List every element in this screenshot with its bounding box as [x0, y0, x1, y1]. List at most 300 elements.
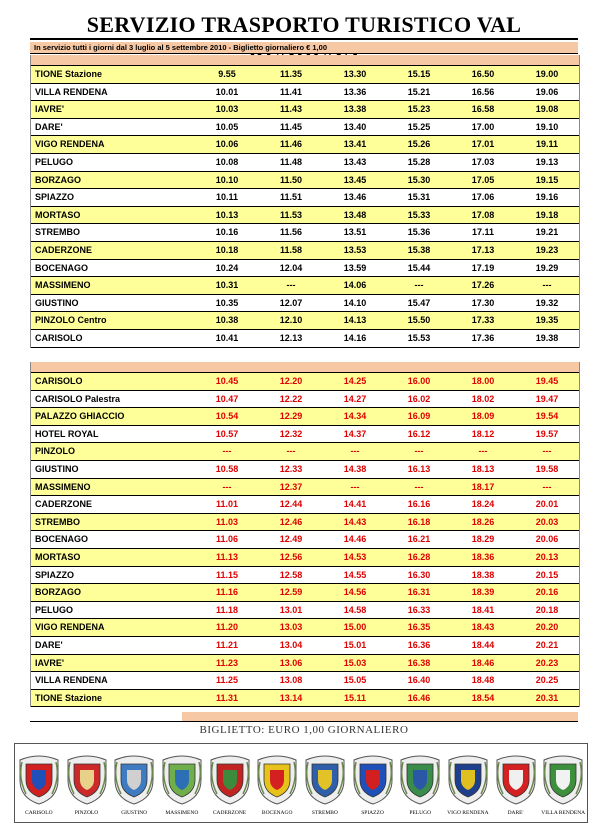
- departure-time: 11.01: [215, 499, 239, 510]
- row-marker: [183, 549, 195, 566]
- departure-time: 13.41: [343, 139, 367, 150]
- departure-time: 11.06: [215, 534, 239, 545]
- row-marker: [183, 391, 195, 408]
- departure-time: 16.18: [407, 516, 431, 527]
- departure-time: 18.02: [471, 393, 495, 404]
- table-row: [31, 224, 579, 242]
- table-row: [31, 154, 579, 172]
- crest-item: [206, 750, 254, 816]
- stop-name: TIONE Stazione: [35, 69, 103, 79]
- departure-time: 19.35: [535, 315, 559, 326]
- stop-name: CARISOLO: [35, 376, 83, 386]
- departure-time: 13.45: [343, 174, 367, 185]
- stop-name: GIUSTINO: [35, 297, 79, 308]
- departure-time: 11.13: [215, 551, 239, 562]
- divider: [30, 721, 578, 722]
- departure-time: 12.58: [279, 569, 303, 580]
- stop-name: STREMBO: [35, 516, 80, 527]
- outbound-timetable: [30, 55, 580, 348]
- row-marker: [183, 66, 195, 83]
- departure-time: 11.21: [215, 639, 239, 650]
- departure-time: 11.23: [215, 657, 239, 668]
- coat-of-arms-icon: [207, 750, 253, 806]
- departure-time: 18.43: [471, 622, 495, 633]
- departure-time: 12.04: [279, 262, 303, 273]
- departure-time: 17.33: [471, 315, 495, 326]
- departure-time: 11.51: [279, 192, 303, 203]
- departure-time: 13.43: [343, 156, 367, 167]
- departure-time: 16.33: [407, 604, 431, 615]
- departure-time: 19.15: [535, 174, 559, 185]
- stop-name: VIGO RENDENA: [35, 622, 105, 633]
- departure-time: ---: [222, 481, 232, 492]
- stop-name: PINZOLO: [35, 446, 75, 457]
- departure-time: 18.24: [471, 499, 495, 510]
- departure-time: 20.13: [535, 551, 559, 562]
- departure-time: 19.54: [535, 411, 559, 422]
- departure-time: 16.46: [407, 692, 431, 703]
- table-row: [31, 690, 579, 708]
- departure-time: ---: [414, 446, 424, 457]
- departure-time: 18.00: [471, 376, 495, 386]
- departure-time: ---: [542, 280, 552, 291]
- departure-time: 10.18: [215, 244, 239, 255]
- departure-time: 12.56: [279, 551, 303, 562]
- crest-item: [349, 750, 397, 816]
- departure-time: 10.01: [215, 86, 239, 97]
- coat-of-arms-icon: [254, 750, 300, 806]
- table-row: [31, 330, 579, 348]
- table-row: [31, 277, 579, 295]
- departure-time: 13.40: [343, 121, 367, 132]
- table-row: [31, 496, 579, 514]
- coat-of-arms-icon: [16, 750, 62, 806]
- row-marker: [183, 260, 195, 277]
- departure-time: 10.54: [215, 411, 239, 422]
- departure-time: 19.38: [535, 332, 559, 343]
- table-row: [31, 584, 579, 602]
- departure-time: 10.38: [215, 315, 239, 326]
- stop-name: DARE': [35, 639, 63, 650]
- departure-time: 14.34: [343, 411, 367, 422]
- departure-time: 13.51: [343, 227, 367, 238]
- departure-time: 19.13: [535, 156, 559, 167]
- row-marker: [183, 207, 195, 224]
- coat-of-arms-icon: [350, 750, 396, 806]
- coat-of-arms-icon: [64, 750, 110, 806]
- table-row: [31, 260, 579, 278]
- departure-time: 10.58: [215, 463, 239, 474]
- crest-label: DARE': [507, 810, 524, 816]
- departure-time: 11.45: [279, 121, 303, 132]
- table-row: [31, 66, 579, 84]
- row-marker: [183, 277, 195, 294]
- table-row: [31, 172, 579, 190]
- crest-label: VILLA RENDENA: [541, 810, 586, 816]
- table-row: [31, 391, 579, 409]
- row-marker: [183, 426, 195, 443]
- stop-name: MASSIMENO: [35, 280, 91, 291]
- table-row: [31, 619, 579, 637]
- departure-time: 11.53: [279, 209, 303, 220]
- departure-time: 18.41: [471, 604, 495, 615]
- departure-time: 20.23: [535, 657, 559, 668]
- departure-time: 10.05: [215, 121, 239, 132]
- departure-time: 15.25: [407, 121, 431, 132]
- departure-time: 17.01: [471, 139, 495, 150]
- departure-time: 11.03: [215, 516, 239, 527]
- departure-time: 10.24: [215, 262, 239, 273]
- row-marker: [183, 637, 195, 654]
- departure-time: 11.35: [279, 69, 303, 79]
- departure-time: 18.13: [471, 463, 495, 474]
- departure-time: 12.13: [279, 332, 303, 343]
- departure-time: 12.29: [279, 411, 303, 422]
- departure-time: 14.13: [343, 315, 367, 326]
- departure-time: 15.47: [407, 297, 431, 308]
- crest-label: CADERZONE: [212, 810, 247, 816]
- departure-time: 13.30: [343, 69, 367, 79]
- departure-time: 20.25: [535, 675, 559, 686]
- departure-time: 15.36: [407, 227, 431, 238]
- departure-time: 14.06: [343, 280, 367, 291]
- departure-time: 16.58: [471, 104, 495, 115]
- stop-name: GIUSTINO: [35, 463, 79, 474]
- departure-time: 14.16: [343, 332, 367, 343]
- row-marker: [183, 514, 195, 531]
- crest-label: MASSIMENO: [165, 810, 199, 816]
- coat-of-arms-icon: [445, 750, 491, 806]
- departure-time: 14.43: [343, 516, 367, 527]
- row-marker: [183, 531, 195, 548]
- departure-time: 17.05: [471, 174, 495, 185]
- service-subtitle: In servizio tutti i giorni dal 3 luglio al 5 settembre 2010 - Biglietto giornaliero € 1,00: [30, 42, 578, 54]
- crest-label: CARISOLO: [25, 810, 53, 816]
- departure-time: 14.55: [343, 569, 367, 580]
- departure-time: 15.26: [407, 139, 431, 150]
- departure-time: 19.06: [535, 86, 559, 97]
- crest-item: [396, 750, 444, 816]
- departure-time: 17.06: [471, 192, 495, 203]
- departure-time: 14.25: [343, 376, 367, 386]
- departure-time: 16.31: [407, 587, 431, 598]
- table-row: [31, 567, 579, 585]
- departure-time: 13.38: [343, 104, 367, 115]
- stop-name: PELUGO: [35, 156, 74, 167]
- departure-time: 10.41: [215, 332, 239, 343]
- crest-label: SPIAZZO: [361, 810, 384, 816]
- row-marker: [183, 408, 195, 425]
- departure-time: 15.30: [407, 174, 431, 185]
- departure-time: 17.19: [471, 262, 495, 273]
- departure-time: ---: [414, 481, 424, 492]
- departure-time: 13.08: [279, 675, 303, 686]
- table-row: [31, 672, 579, 690]
- departure-time: 20.15: [535, 569, 559, 580]
- departure-time: 14.58: [343, 604, 367, 615]
- departure-time: 18.38: [471, 569, 495, 580]
- departure-time: 13.04: [279, 639, 303, 650]
- stop-name: BOCENAGO: [35, 262, 89, 273]
- departure-time: 13.53: [343, 244, 367, 255]
- departure-time: 16.00: [407, 376, 431, 386]
- departure-time: ---: [350, 446, 360, 457]
- coat-of-arms-icon: [493, 750, 539, 806]
- row-marker: [183, 312, 195, 329]
- departure-time: 16.09: [407, 411, 431, 422]
- coat-of-arms-icon: [159, 750, 205, 806]
- table-row: [31, 655, 579, 673]
- departure-time: 20.18: [535, 604, 559, 615]
- row-marker: [183, 461, 195, 478]
- departure-time: 15.33: [407, 209, 431, 220]
- page-title: SERVIZIO TRASPORTO TURISTICO VAL: [30, 12, 578, 40]
- table-row: [31, 242, 579, 260]
- stop-name: MORTASO: [35, 551, 81, 562]
- departure-time: 14.27: [343, 393, 367, 404]
- stop-name: SPIAZZO: [35, 192, 75, 203]
- departure-time: 15.44: [407, 262, 431, 273]
- departure-time: 19.57: [535, 428, 559, 439]
- departure-time: 14.53: [343, 551, 367, 562]
- crest-item: [301, 750, 349, 816]
- crest-item: [492, 750, 540, 816]
- table-row: [31, 119, 579, 137]
- row-marker: [183, 189, 195, 206]
- departure-time: 18.26: [471, 516, 495, 527]
- departure-time: 19.18: [535, 209, 559, 220]
- departure-time: 10.47: [215, 393, 239, 404]
- departure-time: 11.16: [215, 587, 239, 598]
- table-row: [31, 189, 579, 207]
- departure-time: 18.36: [471, 551, 495, 562]
- stop-name: IAVRE': [35, 104, 64, 115]
- departure-time: 12.32: [279, 428, 303, 439]
- row-marker: [183, 330, 195, 347]
- departure-time: 12.20: [279, 376, 303, 386]
- row-marker: [183, 373, 195, 390]
- departure-time: 13.01: [279, 604, 303, 615]
- departure-time: 19.23: [535, 244, 559, 255]
- departure-time: 11.25: [215, 675, 239, 686]
- departure-time: 12.37: [279, 481, 303, 492]
- departure-time: 19.58: [535, 463, 559, 474]
- departure-time: 17.08: [471, 209, 495, 220]
- table-row: [31, 84, 579, 102]
- crest-item: [444, 750, 492, 816]
- stop-name: TIONE Stazione: [35, 692, 103, 703]
- table-row: [31, 531, 579, 549]
- departure-time: 10.10: [215, 174, 239, 185]
- stop-name: BORZAGO: [35, 587, 81, 598]
- departure-time: 17.13: [471, 244, 495, 255]
- departure-time: 20.16: [535, 587, 559, 598]
- departure-time: 11.56: [279, 227, 303, 238]
- departure-time: 14.46: [343, 534, 367, 545]
- departure-time: 16.35: [407, 622, 431, 633]
- departure-time: 19.16: [535, 192, 559, 203]
- departure-time: 11.48: [279, 156, 303, 167]
- departure-time: 13.03: [279, 622, 303, 633]
- departure-time: 17.03: [471, 156, 495, 167]
- table-row: [31, 549, 579, 567]
- departure-time: 10.13: [215, 209, 239, 220]
- coat-of-arms-icon: [540, 750, 586, 806]
- departure-time: 15.15: [407, 69, 431, 79]
- departure-time: 16.56: [471, 86, 495, 97]
- stop-name: VILLA RENDENA: [35, 86, 108, 97]
- departure-time: 11.43: [279, 104, 303, 115]
- table-row: [31, 461, 579, 479]
- departure-time: 16.21: [407, 534, 431, 545]
- departure-time: 15.38: [407, 244, 431, 255]
- departure-time: 19.47: [535, 393, 559, 404]
- departure-time: 12.59: [279, 587, 303, 598]
- crest-label: PINZOLO: [74, 810, 99, 816]
- departure-time: 18.39: [471, 587, 495, 598]
- stop-name: HOTEL ROYAL: [35, 428, 99, 439]
- row-marker: [183, 443, 195, 460]
- departure-time: 20.20: [535, 622, 559, 633]
- departure-time: 16.30: [407, 569, 431, 580]
- return-timetable: [30, 362, 580, 707]
- departure-time: 16.12: [407, 428, 431, 439]
- table-row: [31, 514, 579, 532]
- departure-time: 16.13: [407, 463, 431, 474]
- crest-label: PELUGO: [409, 810, 432, 816]
- departure-time: 18.17: [471, 481, 495, 492]
- departure-time: ---: [414, 280, 424, 291]
- table-row: [31, 479, 579, 497]
- stop-name: CADERZONE: [35, 244, 93, 255]
- table-row: [31, 373, 579, 391]
- departure-time: 14.41: [343, 499, 367, 510]
- departure-time: ---: [350, 481, 360, 492]
- departure-time: 13.46: [343, 192, 367, 203]
- row-marker: [183, 619, 195, 636]
- stop-name: BOCENAGO: [35, 534, 89, 545]
- departure-time: 10.45: [215, 376, 239, 386]
- stop-name: STREMBO: [35, 227, 80, 238]
- stop-name: PELUGO: [35, 604, 74, 615]
- departure-time: ---: [542, 481, 552, 492]
- departure-time: 13.14: [279, 692, 303, 703]
- departure-time: ---: [286, 280, 296, 291]
- departure-time: 18.48: [471, 675, 495, 686]
- departure-time: 10.11: [215, 192, 239, 203]
- row-marker: [183, 101, 195, 118]
- departure-time: 19.08: [535, 104, 559, 115]
- table-row: [31, 295, 579, 313]
- departure-time: 11.20: [215, 622, 239, 633]
- crest-item: [539, 750, 587, 816]
- departure-time: 11.18: [215, 604, 239, 615]
- row-marker: [183, 119, 195, 136]
- departure-time: 11.46: [279, 139, 303, 150]
- departure-time: 15.28: [407, 156, 431, 167]
- row-marker: [183, 567, 195, 584]
- departure-time: 16.38: [407, 657, 431, 668]
- row-marker: [183, 584, 195, 601]
- ticket-note: BIGLIETTO: EURO 1,00 GIORNALIERO: [199, 724, 409, 736]
- departure-time: 14.37: [343, 428, 367, 439]
- crest-item: [15, 750, 63, 816]
- stop-name: VIGO RENDENA: [35, 139, 105, 150]
- crest-label: GIUSTINO: [121, 810, 148, 816]
- crests-strip: [14, 743, 588, 823]
- departure-time: 10.06: [215, 139, 239, 150]
- row-marker: [183, 602, 195, 619]
- row-marker: [183, 496, 195, 513]
- departure-time: 10.08: [215, 156, 239, 167]
- departure-time: 11.31: [215, 692, 239, 703]
- departure-time: 12.10: [279, 315, 303, 326]
- departure-time: 10.57: [215, 428, 239, 439]
- row-marker: [183, 672, 195, 689]
- departure-time: 20.01: [535, 499, 559, 510]
- departure-time: 15.05: [343, 675, 367, 686]
- table-row: [31, 136, 579, 154]
- crest-label: BOCENAGO: [261, 810, 293, 816]
- coat-of-arms-icon: [302, 750, 348, 806]
- row-marker: [183, 479, 195, 496]
- departure-time: 13.48: [343, 209, 367, 220]
- departure-time: 20.03: [535, 516, 559, 527]
- stop-name: BORZAGO: [35, 174, 81, 185]
- table-row: [31, 408, 579, 426]
- departure-time: 12.07: [279, 297, 303, 308]
- stop-name: SPIAZZO: [35, 569, 75, 580]
- departure-time: 15.03: [343, 657, 367, 668]
- header-band: [31, 55, 579, 66]
- departure-time: 18.46: [471, 657, 495, 668]
- stop-name: CADERZONE: [35, 499, 93, 510]
- departure-time: 11.41: [279, 86, 303, 97]
- departure-time: 10.03: [215, 104, 239, 115]
- departure-time: 10.16: [215, 227, 239, 238]
- departure-time: 16.36: [407, 639, 431, 650]
- departure-time: 20.21: [535, 639, 559, 650]
- table-row: [31, 207, 579, 225]
- departure-time: 18.29: [471, 534, 495, 545]
- row-marker: [183, 154, 195, 171]
- departure-time: 12.46: [279, 516, 303, 527]
- departure-time: 12.44: [279, 499, 303, 510]
- table-row: [31, 443, 579, 461]
- stop-name: DARE': [35, 121, 63, 132]
- departure-time: 11.58: [279, 244, 303, 255]
- departure-time: 10.35: [215, 297, 239, 308]
- departure-time: 12.22: [279, 393, 303, 404]
- departure-time: 18.12: [471, 428, 495, 439]
- departure-time: 18.09: [471, 411, 495, 422]
- departure-time: 17.26: [471, 280, 495, 291]
- stop-name: PINZOLO Centro: [35, 315, 107, 326]
- departure-time: 19.32: [535, 297, 559, 308]
- departure-time: 20.06: [535, 534, 559, 545]
- departure-time: ---: [478, 446, 488, 457]
- crest-label: VIGO RENDENA: [447, 810, 489, 816]
- departure-time: 17.36: [471, 332, 495, 343]
- row-marker: [183, 690, 195, 707]
- departure-time: 14.56: [343, 587, 367, 598]
- departure-time: 15.50: [407, 315, 431, 326]
- departure-time: 13.06: [279, 657, 303, 668]
- header-band: [31, 362, 579, 373]
- departure-time: 14.38: [343, 463, 367, 474]
- departure-time: 15.00: [343, 622, 367, 633]
- departure-time: 15.23: [407, 104, 431, 115]
